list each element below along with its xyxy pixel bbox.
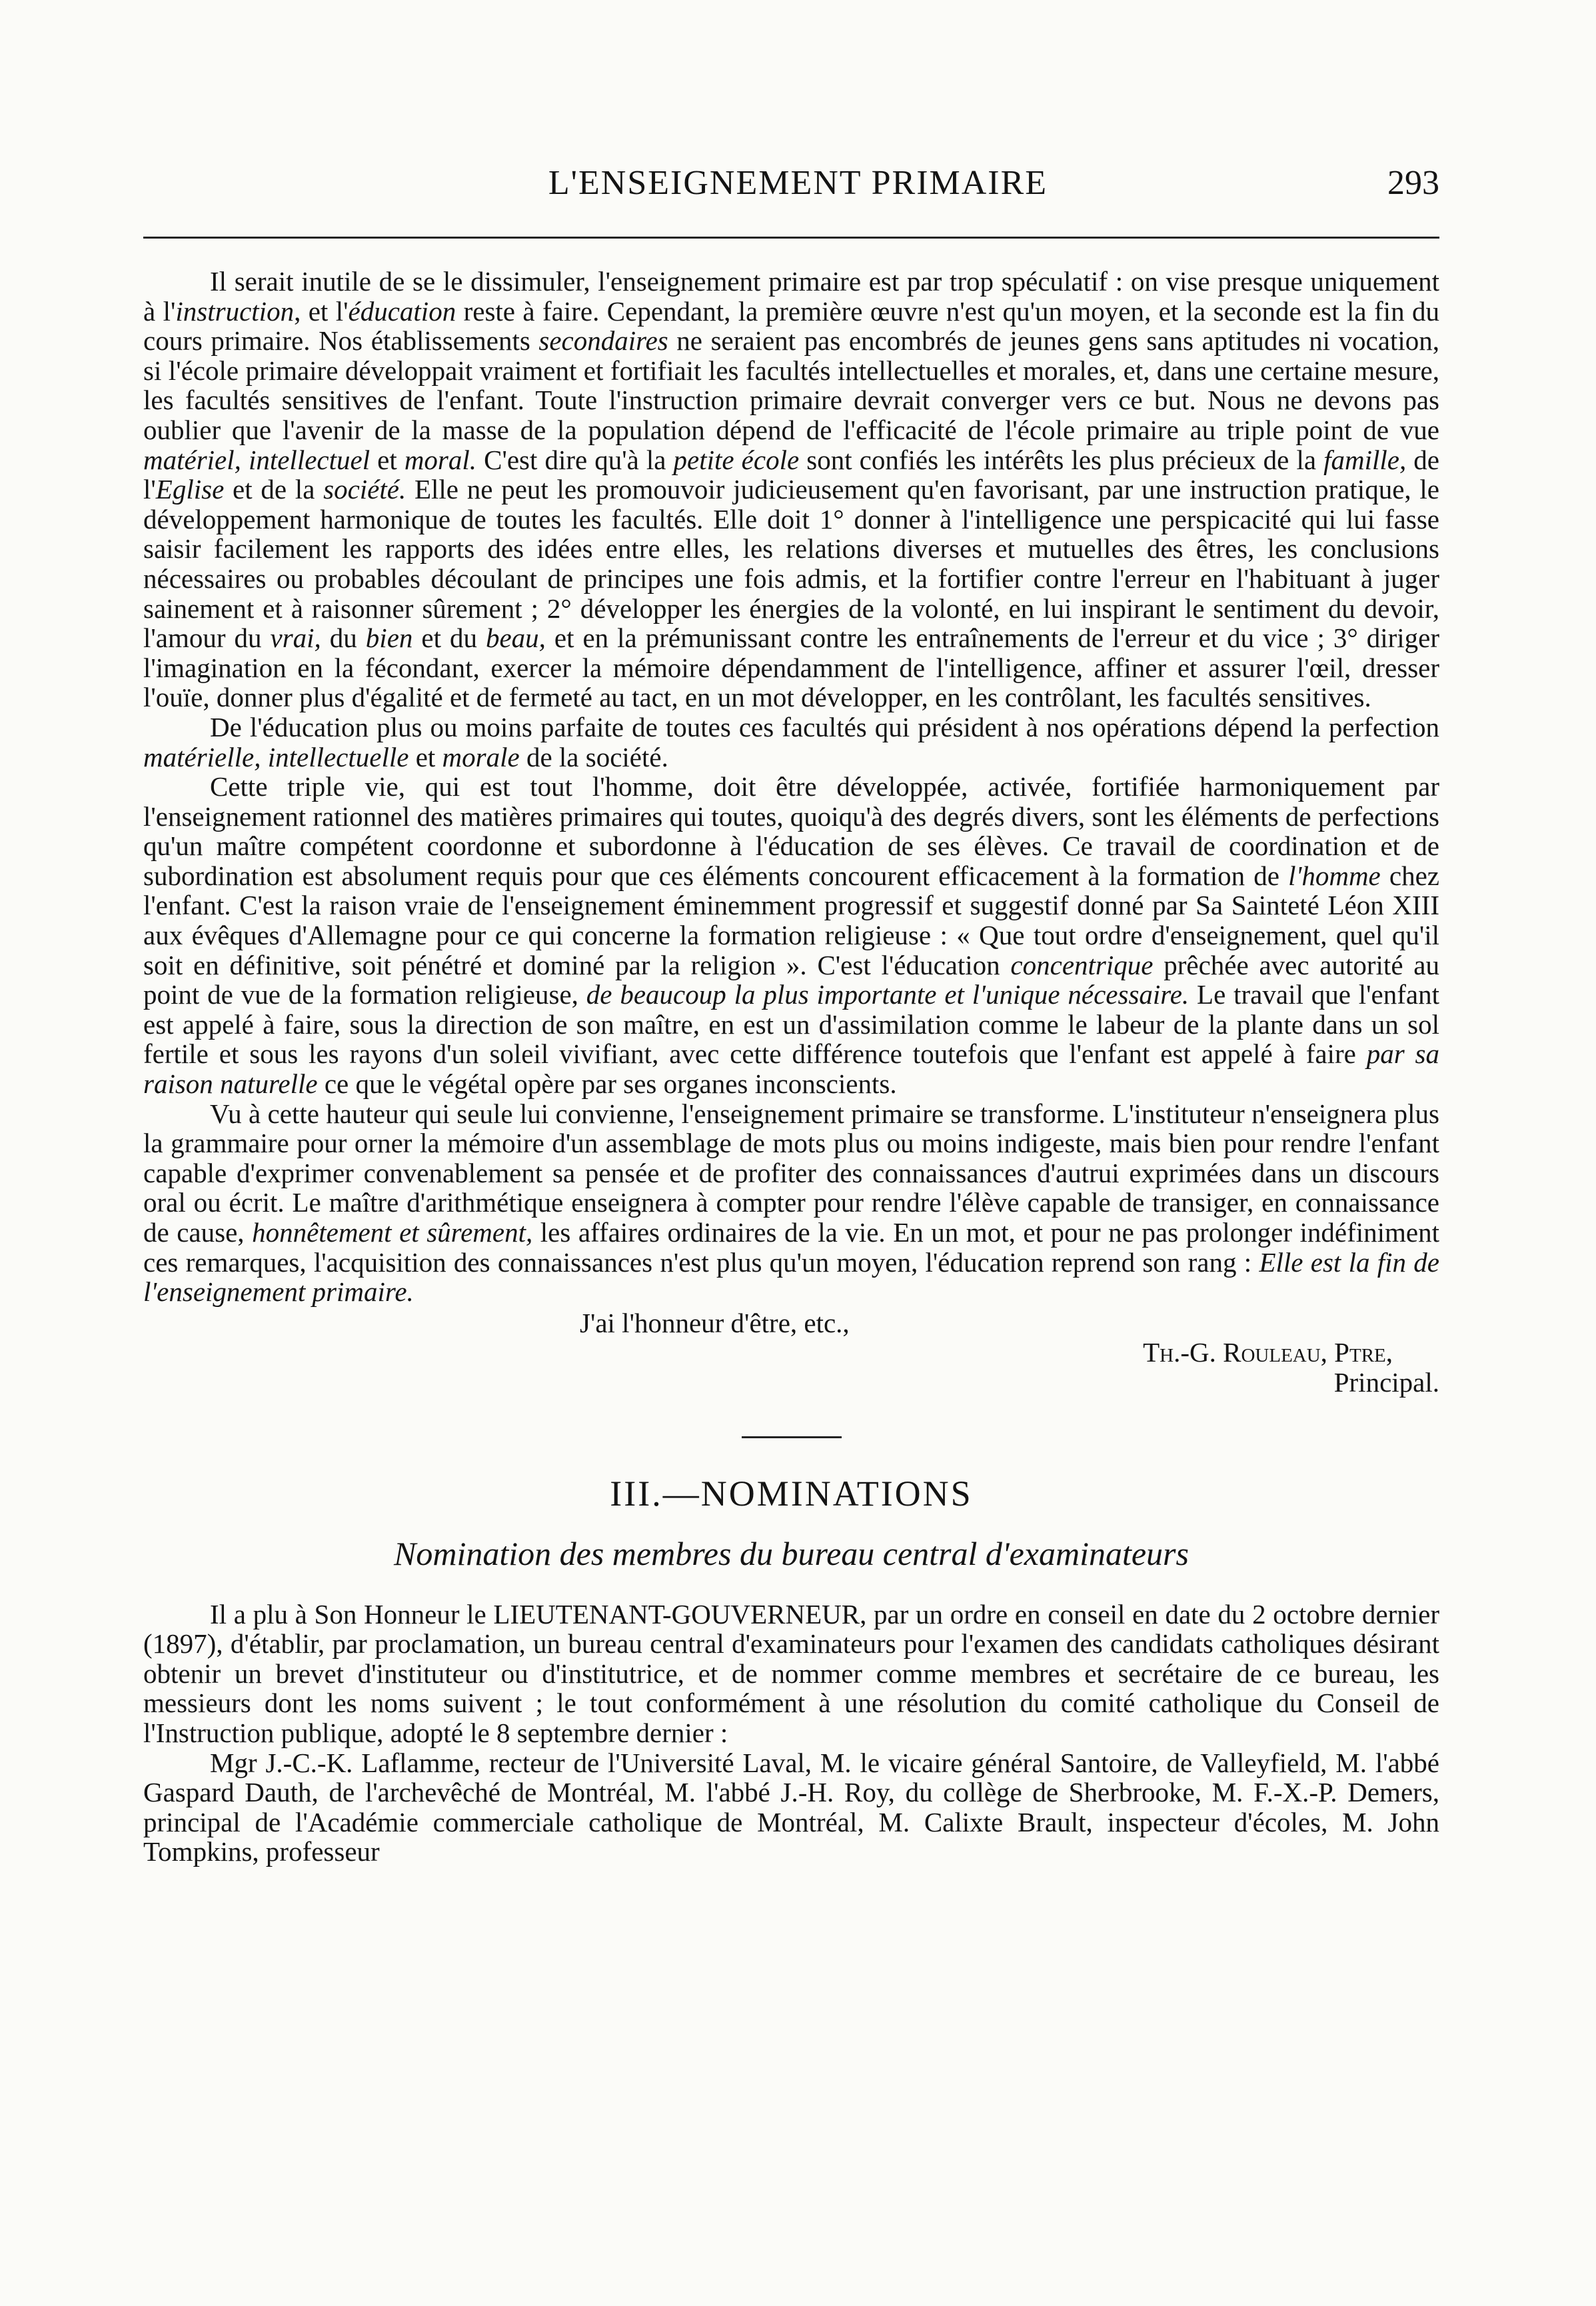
running-header [0, 160, 1596, 207]
paragraph-1: Il serait inutile de se le dissimuler, l'enseignement primaire est par trop spéculatif : on vise presque uniquement à l'instruction, et l'éducation reste à faire. Cependant, la première œuvre n'est qu'un moyen, et la seconde est la fin du cours primaire. Nos établissements secondaires ne seraient pas encombrés de jeunes gens sans aptitudes ni vocation, si l'école primaire développait vraiment et fortifiait les facultés intellectuelles et morales, et, dans une certaine mesure, les facultés sensitives de l'enfant. Toute l'instruction primaire devrait converger vers ce but. Nous ne devons pas oublier que l'avenir de la masse de la population dépend de l'efficacité de l'école primaire au triple point de vue matériel, intellectuel et moral. C'est dire qu'à la petite école sont confiés les intérêts les plus précieux de la famille, de l'Eglise et de la société. Elle ne peut les promouvoir judicieusement qu'en favorisant, par une instruction pratique, le développement harmonique de toutes les facultés. Elle doit 1° donner à l'intelligence une perspicacité qui lui fasse saisir facilement les rapports des idées entre elles, les relations diverses et mutuelles des êtres, les conclusions nécessaires ou probables découlant de principes une fois admis, et la fortifier contre l'erreur en l'habituant à juger sainement et à raisonner sûrement ; 2° développer les énergies de la volonté, en lui inspirant le sentiment du devoir, l'amour du vrai, du bien et du beau, et en la prémunissant contre les entraînements de l'erreur et du vice ; 3° diriger l'imagination en la fécondant, exercer la mémoire dépendamment de l'intelligence, affiner et assurer l'œil, dresser l'ouïe, donner plus d'égalité et de fermeté au tact, en un mot développer, en les contrôlant, les facultés sensitives. [143, 266, 1439, 713]
signature-name: Th.-G. Rouleau, Ptre, [1143, 1337, 1393, 1368]
section-title: III.—NOMINATIONS [610, 1473, 973, 1514]
section-divider [742, 1436, 842, 1438]
paragraph-3: Cette triple vie, qui est tout l'homme, doit être développée, activée, fortifiée harmoniquement par l'enseignement rationnel des matières primaires qui toutes, quoiqu'à des degrés divers, sont les éléments de perfections qu'un maître compétent coordonne et subordonne à l'éducation de ses élèves. Ce travail de coordination et de subordination est absolument requis pour que ces éléments concourent efficacement à la formation de l'homme chez l'enfant. C'est la raison vraie de l'enseignement éminemment progressif et suggestif donné par Sa Sainteté Léon XIII aux évêques d'Allemagne pour ce qui concerne la formation religieuse : « Que tout ordre d'enseignement, quel qu'il soit en définitive, soit pénétré et dominé par la religion ». C'est l'éducation concentrique prêchée avec autorité au point de vue de la formation religieuse, de beaucoup la plus importante et l'unique nécessaire. Le travail que l'enfant est appelé à faire, sous la direction de son maître, en est un d'assimilation comme le labeur de la plante dans un sol fertile et sous les rayons d'un soleil vivifiant, avec cette différence toutefois que l'enfant est appelé à faire par sa raison naturelle ce que le végétal opère par ses organes inconscients. [143, 771, 1440, 1100]
paragraph-5: Il a plu à Son Honneur le LIEUTENANT-GOUVERNEUR, par un ordre en conseil en date du 2 octobre dernier (1897), d'établir, par proclamation, un bureau central d'examinateurs pour l'examen des candidats catholiques désirant obtenir un brevet d'instituteur ou d'institutrice, et de nommer comme membres et secrétaire de ce bureau, les messieurs dont les noms suivent ; le tout conformément à une résolution du comité catholique du Conseil de l'Instruction publique, adopté le 8 septembre dernier : [143, 1598, 1439, 1748]
paragraph-2: De l'éducation plus ou moins parfaite de toutes ces facultés qui président à nos opérations dépend la perfection matérielle, intellectuelle et morale de la société. [143, 711, 1439, 772]
header-rule [143, 237, 1439, 239]
page-number: 293 [1387, 164, 1439, 202]
signature-title: Principal. [1333, 1366, 1439, 1398]
subsection-title: Nomination des membres du bureau central d'examinateurs [394, 1534, 1189, 1572]
paragraph-4: Vu à cette hauteur qui seule lui convienne, l'enseignement primaire se transforme. L'instituteur n'enseignera plus la grammaire pour orner la mémoire d'un assemblage de mots plus ou moins indigeste, mais bien pour rendre l'enfant capable d'exprimer convenablement sa pensée et de profiter des connaissances d'autrui exprimées dans un discours oral ou écrit. Le maître d'arithmétique enseignera à compter pour rendre l'élève capable de transiger, en connaissance de cause, honnêtement et sûrement, les affaires ordinaires de la vie. En un mot, et pour ne pas prolonger indéfiniment ces remarques, l'acquisition des connaissances n'est plus qu'un moyen, l'éducation reprend son rang : Elle est la fin de l'enseignement primaire. [143, 1098, 1440, 1308]
paragraph-6: Mgr J.-C.-K. Laflamme, recteur de l'Université Laval, M. le vicaire général Santoire, de Valleyfield, M. l'abbé Gaspard Dauth, de l'archevêché de Montréal, M. l'abbé J.-H. Roy, du collège de Sherbrooke, M. F.-X.-P. Demers, principal de l'Académie commerciale catholique de Montréal, M. Calixte Brault, inspecteur d'écoles, M. John Tompkins, professeur [143, 1747, 1439, 1867]
running-title: L'ENSEIGNEMENT PRIMAIRE [548, 164, 1048, 202]
closing-formula: J'ai l'honneur d'être, etc., [580, 1307, 850, 1338]
signature-block [143, 1338, 1439, 1397]
body-text [143, 267, 1439, 1867]
